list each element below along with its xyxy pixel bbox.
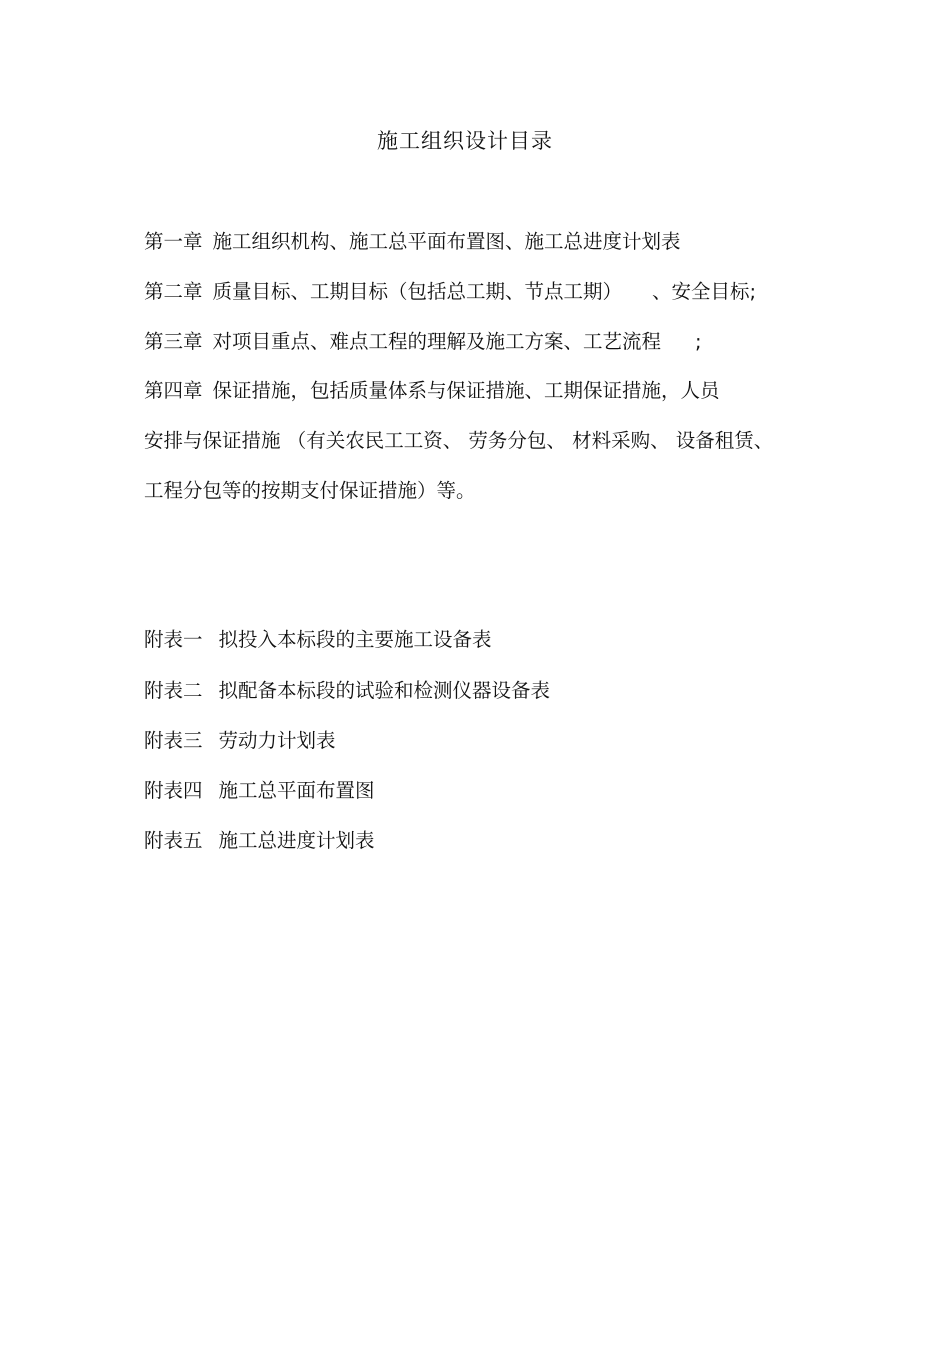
chapter-1-text: 施工组织机构、施工总平面布置图、施工总进度计划表 xyxy=(212,230,681,253)
chapter-4 xyxy=(144,377,720,405)
appendix-4-text: 施工总平面布置图 xyxy=(218,779,375,802)
appendix-5-label: 附表五 xyxy=(144,829,203,852)
chapter-2-label: 第二章 xyxy=(144,280,203,303)
chapter-4-label: 第四章 xyxy=(144,379,203,402)
appendix-1 xyxy=(144,626,492,654)
chapter-4-text: 保证措施，包括质量体系与保证措施、工期保证措施，人员 xyxy=(212,379,720,402)
appendix-1-label: 附表一 xyxy=(144,628,203,651)
page-title: 施工组织设计目录 xyxy=(377,129,553,153)
appendix-5-text: 施工总进度计划表 xyxy=(218,829,375,852)
chapter-2-text-a: 质量目标、工期目标（包括总工期、节点工期） xyxy=(212,280,623,303)
chapter-1 xyxy=(144,228,681,256)
chapter-4-continuation-1: 安排与保证措施 （有关农民工工资、 劳务分包、 材料采购、 设备租赁、 xyxy=(144,429,774,452)
chapter-4-continuation-2: 工程分包等的按期支付保证措施）等。 xyxy=(144,479,476,502)
chapter-2-text-b: 、安全目标; xyxy=(652,280,757,303)
appendix-2-label: 附表二 xyxy=(144,679,203,702)
chapter-3-label: 第三章 xyxy=(144,330,203,353)
appendix-2 xyxy=(144,677,550,705)
appendix-4-label: 附表四 xyxy=(144,779,203,802)
chapter-3 xyxy=(144,328,702,356)
chapter-3-text-b: ; xyxy=(695,330,702,353)
appendix-3 xyxy=(144,727,336,755)
appendix-3-text: 劳动力计划表 xyxy=(218,729,336,752)
appendix-5 xyxy=(144,827,375,855)
chapter-1-label: 第一章 xyxy=(144,230,203,253)
chapter-3-text-a: 对项目重点、难点工程的理解及施工方案、工艺流程 xyxy=(212,330,662,353)
chapter-2 xyxy=(144,278,756,306)
appendix-2-text: 拟配备本标段的试验和检测仪器设备表 xyxy=(218,679,551,702)
appendix-1-text: 拟投入本标段的主要施工设备表 xyxy=(218,628,492,651)
appendix-3-label: 附表三 xyxy=(144,729,203,752)
appendix-4 xyxy=(144,777,375,805)
